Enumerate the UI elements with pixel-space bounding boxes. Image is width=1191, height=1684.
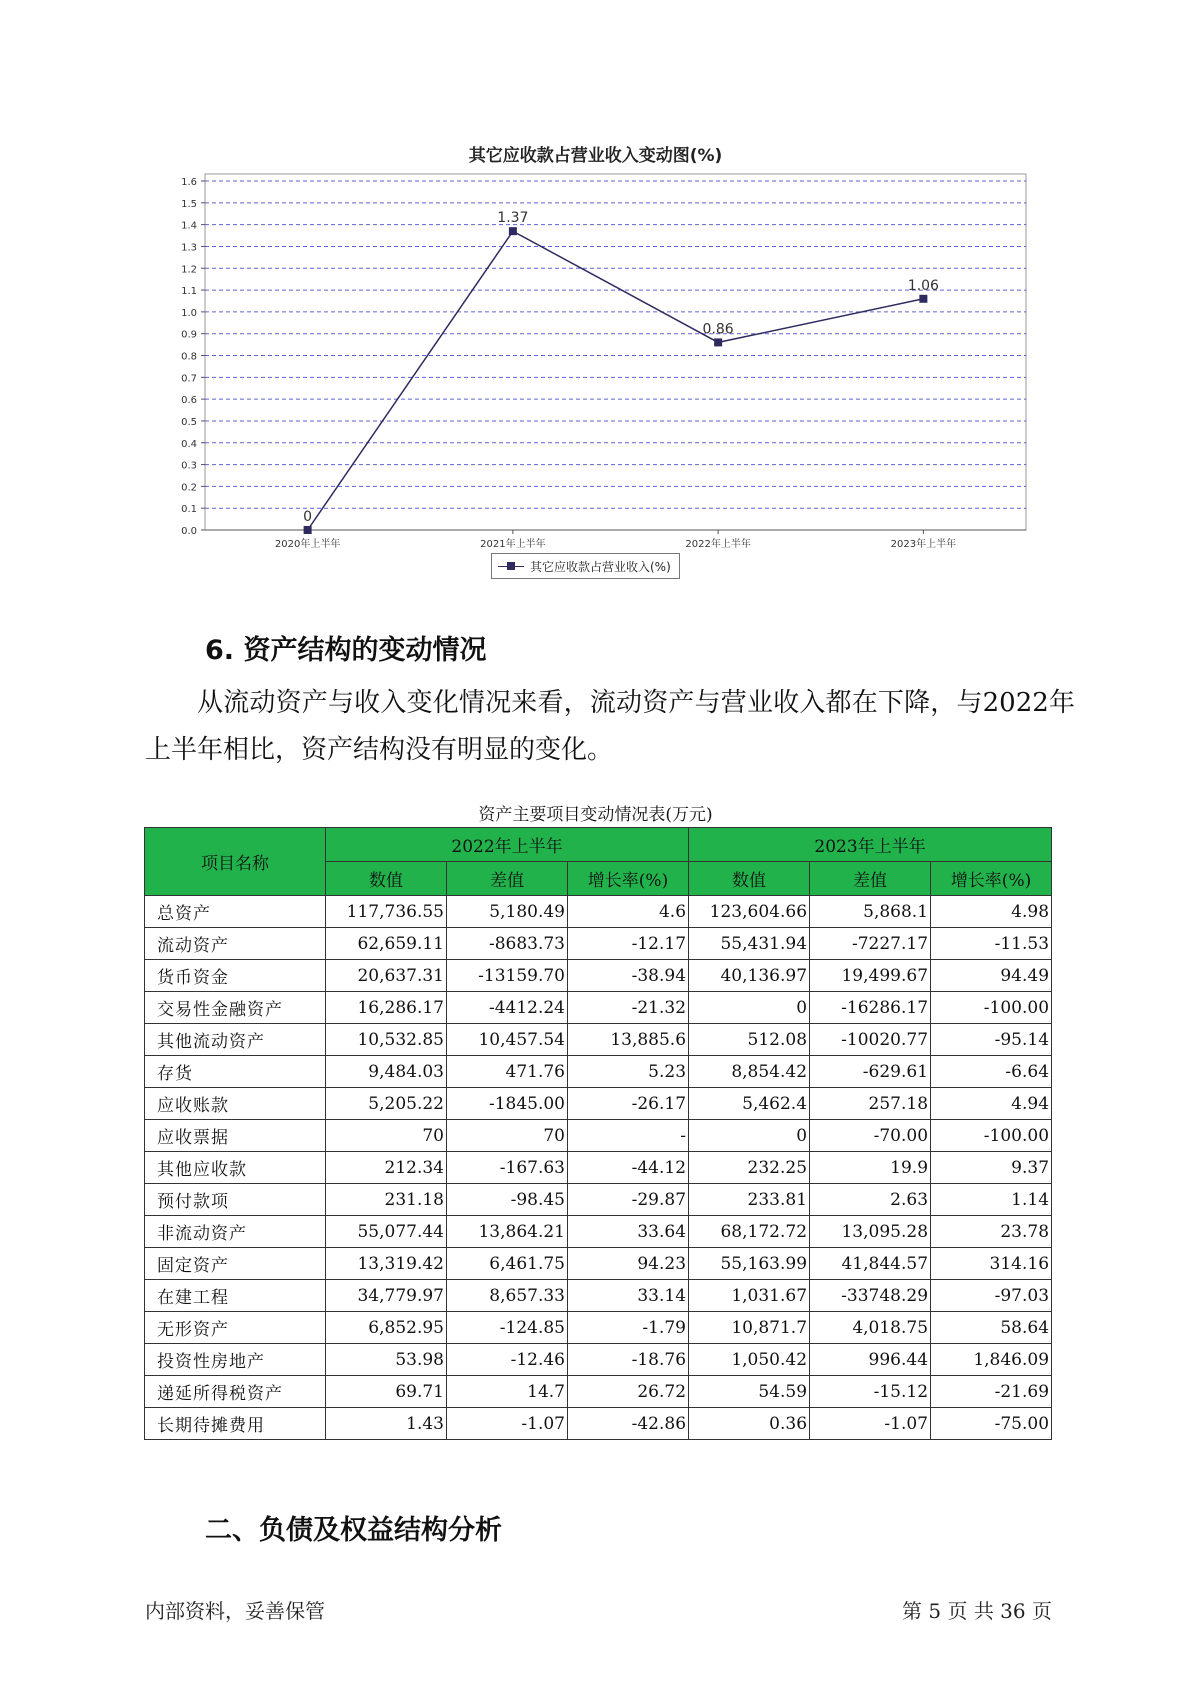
y-tick-label: 0.9 xyxy=(181,329,197,341)
table-cell: -26.17 xyxy=(568,1088,689,1120)
table-cell: 1,846.09 xyxy=(931,1344,1052,1376)
table-row xyxy=(145,992,1052,1024)
header-diff: 差值 xyxy=(810,862,931,896)
x-tick-label: 2020年上半年 xyxy=(274,539,341,550)
header-period-2023: 2023年上半年 xyxy=(689,828,1052,862)
table-cell: -8683.73 xyxy=(447,928,568,960)
plot-area xyxy=(205,174,1026,530)
table-cell: 34,779.97 xyxy=(326,1280,447,1312)
table-cell: 4.98 xyxy=(931,896,1052,928)
table-cell: 33.14 xyxy=(568,1280,689,1312)
data-point xyxy=(714,338,722,346)
table-cell: 26.72 xyxy=(568,1376,689,1408)
row-label: 货币资金 xyxy=(145,960,326,992)
row-label: 在建工程 xyxy=(145,1280,326,1312)
table-cell: -16286.17 xyxy=(810,992,931,1024)
line-chart xyxy=(0,0,1191,560)
table-cell: -1.79 xyxy=(568,1312,689,1344)
table-row xyxy=(145,1248,1052,1280)
table-cell: -167.63 xyxy=(447,1152,568,1184)
row-label: 其他应收款 xyxy=(145,1152,326,1184)
table-cell: 9.37 xyxy=(931,1152,1052,1184)
table-cell: 1.43 xyxy=(326,1408,447,1440)
table-cell: 41,844.57 xyxy=(810,1248,931,1280)
table-cell: 8,854.42 xyxy=(689,1056,810,1088)
table-cell: -44.12 xyxy=(568,1152,689,1184)
table-cell: 54.59 xyxy=(689,1376,810,1408)
y-tick-label: 1.0 xyxy=(181,307,197,319)
row-label: 无形资产 xyxy=(145,1312,326,1344)
data-point xyxy=(919,295,927,303)
table-cell: 4.94 xyxy=(931,1088,1052,1120)
table-row xyxy=(145,1216,1052,1248)
table-cell: 40,136.97 xyxy=(689,960,810,992)
table-cell: 13,885.6 xyxy=(568,1024,689,1056)
table-cell: -42.86 xyxy=(568,1408,689,1440)
table-cell: -95.14 xyxy=(931,1024,1052,1056)
table-cell: 0 xyxy=(689,992,810,1024)
asset-change-table xyxy=(144,827,1052,1440)
y-tick-label: 0.0 xyxy=(181,526,197,537)
table-cell: 5.23 xyxy=(568,1056,689,1088)
table-cell: 2.63 xyxy=(810,1184,931,1216)
table-row xyxy=(145,1152,1052,1184)
y-tick-label: 1.3 xyxy=(181,242,197,254)
y-tick-label: 0.1 xyxy=(181,504,197,516)
header-rate: 增长率(%) xyxy=(568,862,689,896)
y-tick-label: 0.7 xyxy=(181,373,197,385)
table-cell: - xyxy=(568,1120,689,1152)
data-label: 1.37 xyxy=(497,210,529,227)
y-tick-label: 1.5 xyxy=(181,198,197,210)
table-cell: 5,180.49 xyxy=(447,896,568,928)
table-cell: 58.64 xyxy=(931,1312,1052,1344)
table-cell: 23.78 xyxy=(931,1216,1052,1248)
table-row xyxy=(145,960,1052,992)
y-tick-label: 0.2 xyxy=(181,482,197,494)
row-label: 非流动资产 xyxy=(145,1216,326,1248)
table-cell: 5,462.4 xyxy=(689,1088,810,1120)
table-cell: 5,868.1 xyxy=(810,896,931,928)
table-cell: -1.07 xyxy=(810,1408,931,1440)
table-row xyxy=(145,896,1052,928)
data-label: 1.06 xyxy=(907,277,939,294)
table-cell: 1,050.42 xyxy=(689,1344,810,1376)
table-cell: -18.76 xyxy=(568,1344,689,1376)
table-cell: -11.53 xyxy=(931,928,1052,960)
header-period-2022: 2022年上半年 xyxy=(326,828,689,862)
header-rate: 增长率(%) xyxy=(931,862,1052,896)
y-tick-label: 0.3 xyxy=(181,460,197,472)
table-row xyxy=(145,1184,1052,1216)
row-label: 递延所得税资产 xyxy=(145,1376,326,1408)
table-row xyxy=(145,1088,1052,1120)
row-label: 存货 xyxy=(145,1056,326,1088)
table-cell: 13,319.42 xyxy=(326,1248,447,1280)
table-cell: -124.85 xyxy=(447,1312,568,1344)
legend-marker-icon xyxy=(498,560,524,572)
x-tick-label: 2022年上半年 xyxy=(685,539,751,550)
table-cell: -15.12 xyxy=(810,1376,931,1408)
row-label: 应收账款 xyxy=(145,1088,326,1120)
section-heading-asset-structure: 6. 资产结构的变动情况 xyxy=(205,635,487,666)
table-cell: 512.08 xyxy=(689,1024,810,1056)
table-cell: -21.32 xyxy=(568,992,689,1024)
table-cell: 233.81 xyxy=(689,1184,810,1216)
chart-title: 其它应收款占营业收入变动图(%) xyxy=(468,146,723,166)
table-cell: 10,532.85 xyxy=(326,1024,447,1056)
y-tick-label: 0.5 xyxy=(181,416,197,428)
y-tick-label: 0.4 xyxy=(181,438,197,450)
chart-legend xyxy=(491,553,680,579)
row-label: 总资产 xyxy=(145,896,326,928)
table-cell: -29.87 xyxy=(568,1184,689,1216)
table-cell: 53.98 xyxy=(326,1344,447,1376)
table-cell: 0.36 xyxy=(689,1408,810,1440)
table-cell: 0 xyxy=(689,1120,810,1152)
table-cell: -10020.77 xyxy=(810,1024,931,1056)
header-item-name: 项目名称 xyxy=(145,828,326,896)
row-label: 流动资产 xyxy=(145,928,326,960)
table-cell: 62,659.11 xyxy=(326,928,447,960)
data-point xyxy=(304,526,312,534)
body-paragraph: 从流动资产与收入变化情况来看，流动资产与营业收入都在下降，与2022年上半年相比，资产结构没有明显的变化。 xyxy=(145,688,1075,765)
table-cell: 70 xyxy=(447,1120,568,1152)
y-tick-label: 1.2 xyxy=(181,264,197,276)
table-cell: -38.94 xyxy=(568,960,689,992)
table-cell: -12.17 xyxy=(568,928,689,960)
table-cell: -75.00 xyxy=(931,1408,1052,1440)
table-cell: -98.45 xyxy=(447,1184,568,1216)
table-cell: 94.23 xyxy=(568,1248,689,1280)
data-label: 0.86 xyxy=(702,321,734,338)
table-cell: -70.00 xyxy=(810,1120,931,1152)
table-cell: 4.6 xyxy=(568,896,689,928)
table-cell: -33748.29 xyxy=(810,1280,931,1312)
table-cell: 9,484.03 xyxy=(326,1056,447,1088)
table-row xyxy=(145,1280,1052,1312)
table-cell: 94.49 xyxy=(931,960,1052,992)
table-cell: 14.7 xyxy=(447,1376,568,1408)
x-tick-label: 2021年上半年 xyxy=(480,539,546,550)
table-row xyxy=(145,1312,1052,1344)
table-cell: 69.71 xyxy=(326,1376,447,1408)
table-cell: 10,457.54 xyxy=(447,1024,568,1056)
row-label: 固定资产 xyxy=(145,1248,326,1280)
table-cell: 6,852.95 xyxy=(326,1312,447,1344)
header-value: 数值 xyxy=(326,862,447,896)
table-cell: 5,205.22 xyxy=(326,1088,447,1120)
table-cell: 55,163.99 xyxy=(689,1248,810,1280)
table-cell: -7227.17 xyxy=(810,928,931,960)
table-row xyxy=(145,1024,1052,1056)
table-cell: 19.9 xyxy=(810,1152,931,1184)
table-caption: 资产主要项目变动情况表(万元) xyxy=(478,805,713,825)
table-cell: -4412.24 xyxy=(447,992,568,1024)
row-label: 预付款项 xyxy=(145,1184,326,1216)
table-row xyxy=(145,1056,1052,1088)
table-cell: -12.46 xyxy=(447,1344,568,1376)
y-tick-label: 0.6 xyxy=(181,395,197,407)
table-row xyxy=(145,1344,1052,1376)
table-cell: 257.18 xyxy=(810,1088,931,1120)
table-cell: 13,864.21 xyxy=(447,1216,568,1248)
table-cell: -1845.00 xyxy=(447,1088,568,1120)
table-cell: 1,031.67 xyxy=(689,1280,810,1312)
table-cell: -100.00 xyxy=(931,992,1052,1024)
table-cell: 70 xyxy=(326,1120,447,1152)
legend-label: 其它应收款占营业收入(%) xyxy=(530,559,671,574)
row-label: 投资性房地产 xyxy=(145,1344,326,1376)
table-cell: 33.64 xyxy=(568,1216,689,1248)
table-cell: 20,637.31 xyxy=(326,960,447,992)
table-cell: -6.64 xyxy=(931,1056,1052,1088)
y-tick-label: 1.6 xyxy=(181,177,197,188)
data-label: 0 xyxy=(303,509,313,525)
table-cell: 55,077.44 xyxy=(326,1216,447,1248)
table-cell: 996.44 xyxy=(810,1344,931,1376)
table-cell: -97.03 xyxy=(931,1280,1052,1312)
table-cell: 471.76 xyxy=(447,1056,568,1088)
table-cell: 232.25 xyxy=(689,1152,810,1184)
table-cell: 314.16 xyxy=(931,1248,1052,1280)
table-cell: -21.69 xyxy=(931,1376,1052,1408)
section-heading-liabilities: 二、负债及权益结构分析 xyxy=(205,1515,502,1546)
table-cell: -13159.70 xyxy=(447,960,568,992)
table-cell: 8,657.33 xyxy=(447,1280,568,1312)
header-value: 数值 xyxy=(689,862,810,896)
x-tick-label: 2023年上半年 xyxy=(890,539,957,550)
table-row xyxy=(145,1408,1052,1440)
table-cell: 231.18 xyxy=(326,1184,447,1216)
table-row xyxy=(145,1376,1052,1408)
table-row xyxy=(145,928,1052,960)
table-cell: 4,018.75 xyxy=(810,1312,931,1344)
table-cell: 6,461.75 xyxy=(447,1248,568,1280)
table-cell: 13,095.28 xyxy=(810,1216,931,1248)
row-label: 应收票据 xyxy=(145,1120,326,1152)
table-cell: 68,172.72 xyxy=(689,1216,810,1248)
row-label: 长期待摊费用 xyxy=(145,1408,326,1440)
table-cell: 212.34 xyxy=(326,1152,447,1184)
header-diff: 差值 xyxy=(447,862,568,896)
table-cell: 1.14 xyxy=(931,1184,1052,1216)
table-cell: 55,431.94 xyxy=(689,928,810,960)
table-cell: -1.07 xyxy=(447,1408,568,1440)
table-cell: 117,736.55 xyxy=(326,896,447,928)
y-tick-label: 0.8 xyxy=(181,351,197,363)
row-label: 交易性金融资产 xyxy=(145,992,326,1024)
table-cell: 10,871.7 xyxy=(689,1312,810,1344)
series-line xyxy=(308,231,924,530)
table-cell: 16,286.17 xyxy=(326,992,447,1024)
data-point xyxy=(509,227,517,235)
table-cell: 19,499.67 xyxy=(810,960,931,992)
table-cell: 123,604.66 xyxy=(689,896,810,928)
y-tick-label: 1.4 xyxy=(181,220,197,232)
table-cell: -100.00 xyxy=(931,1120,1052,1152)
y-tick-label: 1.1 xyxy=(181,286,197,298)
row-label: 其他流动资产 xyxy=(145,1024,326,1056)
table-cell: -629.61 xyxy=(810,1056,931,1088)
footer-confidential: 内部资料，妥善保管 xyxy=(145,1599,325,1623)
footer-page-number: 第 5 页 共 36 页 xyxy=(902,1599,1052,1623)
table-row xyxy=(145,1120,1052,1152)
